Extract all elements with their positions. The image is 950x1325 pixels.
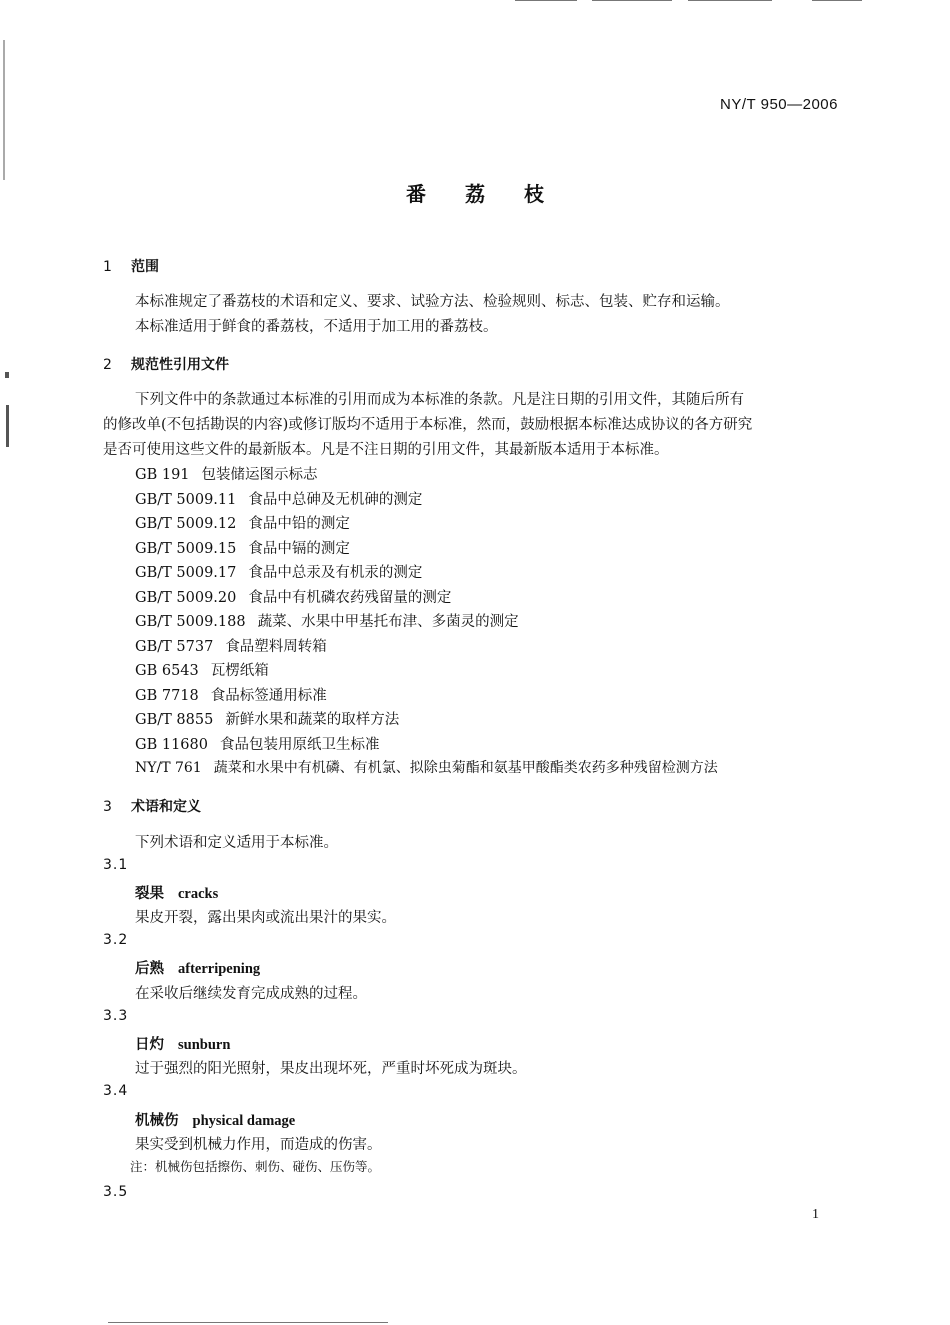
- paragraph: 本标准规定了番荔枝的术语和定义、要求、试验方法、检验规则、标志、包装、贮存和运输。: [135, 294, 730, 310]
- reference-title: 包装储运图示标志: [201, 467, 318, 483]
- reference-item: [135, 610, 519, 631]
- reference-title: 食品中总砷及无机砷的测定: [248, 492, 423, 508]
- term-zh: 后熟: [135, 960, 164, 977]
- reference-item: [135, 757, 718, 777]
- section-title: 范围: [131, 259, 159, 275]
- reference-item: [135, 635, 327, 656]
- section-title: 规范性引用文件: [131, 357, 229, 373]
- term-heading: [135, 1033, 230, 1054]
- reference-item: [135, 684, 327, 705]
- reference-code: GB/T 5009.12: [135, 516, 237, 532]
- term-definition: 过于强烈的阳光照射，果皮出现坏死，严重时坏死成为斑块。: [135, 1061, 527, 1077]
- reference-item: [135, 659, 269, 680]
- reference-title: 食品中铅的测定: [248, 516, 350, 532]
- term-en: afterripening: [178, 961, 261, 977]
- paragraph-line: 的修改单(不包括勘误的内容)或修订版均不适用于本标准，然而，鼓励根据本标准达成协议的各方研究: [103, 417, 753, 433]
- reference-code: GB/T 5009.15: [135, 541, 237, 557]
- term-definition: 果实受到机械力作用，而造成的伤害。: [135, 1137, 382, 1153]
- scan-edge-line: [688, 0, 772, 1]
- scan-edge-line: [592, 0, 672, 1]
- reference-code: GB/T 5737: [135, 639, 214, 655]
- reference-item: [135, 512, 350, 533]
- term-number: 3.5: [103, 1184, 129, 1200]
- paragraph-line: 是否可使用这些文件的最新版本。凡是不注日期的引用文件，其最新版本适用于本标准。: [103, 442, 669, 458]
- reference-code: GB 7718: [135, 688, 199, 704]
- term-note: 注：机械伤包括擦伤、刺伤、碰伤、压伤等。: [130, 1159, 381, 1174]
- paragraph: 下列术语和定义适用于本标准。: [135, 835, 338, 851]
- section-3-heading: [103, 796, 201, 816]
- term-number: 3.3: [103, 1008, 129, 1024]
- reference-code: GB/T 5009.188: [135, 614, 246, 630]
- term-en: cracks: [178, 886, 219, 902]
- scan-edge-line: [515, 0, 577, 1]
- reference-item: [135, 708, 399, 729]
- reference-title: 瓦楞纸箱: [210, 663, 269, 679]
- term-definition: 在采收后继续发育完成成熟的过程。: [135, 986, 367, 1002]
- scan-edge-mark: [6, 405, 9, 447]
- term-definition: 果皮开裂，露出果肉或流出果汁的果实。: [135, 910, 396, 926]
- scan-edge-line: [812, 0, 862, 1]
- term-zh: 裂果: [135, 885, 164, 902]
- term-heading: [135, 882, 218, 903]
- reference-code: GB/T 5009.11: [135, 492, 237, 508]
- paragraph: 本标准适用于鲜食的番荔枝，不适用于加工用的番荔枝。: [135, 319, 498, 335]
- term-heading: [135, 1109, 295, 1130]
- section-1-heading: [103, 256, 159, 276]
- paragraph-line: 下列文件中的条款通过本标准的引用而成为本标准的条款。凡是注日期的引用文件，其随后所有: [135, 392, 744, 408]
- reference-code: GB/T 5009.17: [135, 565, 237, 581]
- scan-edge-line: [108, 1322, 388, 1323]
- reference-item: [135, 561, 422, 582]
- scan-edge-mark: [5, 372, 9, 378]
- term-number: 3.4: [103, 1083, 129, 1099]
- reference-code: GB 191: [135, 467, 190, 483]
- reference-item: [135, 537, 350, 558]
- page-number: 1: [812, 1207, 819, 1222]
- reference-code: NY/T 761: [135, 760, 202, 776]
- standard-code: NY/T 950—2006: [720, 96, 838, 113]
- term-zh: 机械伤: [135, 1112, 179, 1129]
- reference-title: 食品标签通用标准: [210, 688, 327, 704]
- section-number: 2: [103, 357, 112, 373]
- reference-item: [135, 463, 318, 484]
- term-en: sunburn: [178, 1037, 231, 1053]
- document-title: 番 荔 枝: [406, 182, 560, 206]
- term-number: 3.2: [103, 932, 129, 948]
- term-zh: 日灼: [135, 1036, 164, 1053]
- reference-title: 蔬菜、水果中甲基托布津、多菌灵的测定: [257, 614, 519, 630]
- section-2-heading: [103, 354, 229, 374]
- scan-edge-mark: [3, 40, 5, 180]
- reference-title: 食品中总汞及有机汞的测定: [248, 565, 423, 581]
- reference-item: [135, 488, 422, 509]
- reference-item: [135, 733, 379, 754]
- section-number: 3: [103, 799, 112, 815]
- reference-title: 食品中镉的测定: [248, 541, 350, 557]
- reference-code: GB 6543: [135, 663, 199, 679]
- reference-code: GB/T 5009.20: [135, 590, 237, 606]
- reference-title: 食品塑料周转箱: [225, 639, 327, 655]
- term-en: physical damage: [192, 1113, 296, 1129]
- reference-code: GB/T 8855: [135, 712, 214, 728]
- term-heading: [135, 957, 260, 978]
- reference-title: 食品中有机磷农药残留量的测定: [248, 590, 452, 606]
- section-number: 1: [103, 259, 112, 275]
- reference-title: 食品包装用原纸卫生标准: [219, 737, 380, 753]
- reference-item: [135, 586, 451, 607]
- reference-title: 新鲜水果和蔬菜的取样方法: [225, 712, 400, 728]
- reference-title: 蔬菜和水果中有机磷、有机氯、拟除虫菊酯和氨基甲酸酯类农药多种残留检测方法: [213, 760, 718, 776]
- reference-code: GB 11680: [135, 737, 208, 753]
- term-number: 3.1: [103, 857, 129, 873]
- section-title: 术语和定义: [131, 799, 201, 815]
